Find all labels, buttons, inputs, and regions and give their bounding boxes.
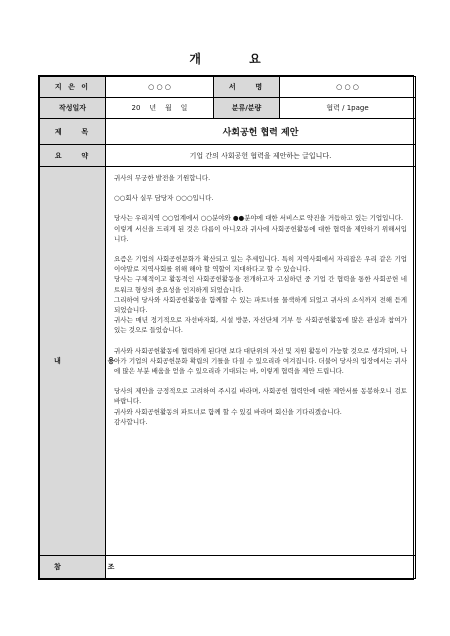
subject-label: 제 목	[40, 119, 106, 145]
summary-label: 요 약	[40, 145, 106, 167]
content-paragraph: 당사의 제안을 긍정적으로 고려하여 주시길 바라며, 사회공헌 협력안에 대한 제안서를 동봉하오니 검토 바랍니다. 귀사와 사회공헌활동의 파트너로 함께 할 수 있길 바라며 회신을 기다리겠습니다. 감사합니다.	[114, 387, 407, 426]
reference-label: 참 조	[40, 556, 106, 579]
signature-value[interactable]: ○ ○ ○	[280, 77, 416, 98]
content-label: 내 용	[40, 167, 106, 556]
reference-value[interactable]	[106, 556, 416, 579]
summary-value[interactable]: 기업 간의 사회공헌 협력을 제안하는 글입니다.	[106, 145, 416, 167]
reference-row	[40, 556, 416, 579]
content-row	[40, 167, 416, 556]
summary-row	[40, 145, 416, 167]
content-body[interactable]	[106, 167, 416, 556]
category-value[interactable]: 협력 / 1page	[280, 98, 416, 119]
content-paragraph: 요즘은 기업의 사회공헌문화가 확산되고 있는 추세입니다. 특히 지역사회에서 자리잡은 우리 같은 기업이야말로 지역사회를 위해 해야 할 역할이 지대하다고 할 수 있습니다. 당사는 구체적이고 활동적인 사회공헌활동을 전개하고자 고심하던 중 기업 간 협력을 통한 사회공헌 네트워크 형성의 중요성을 인지하게 되었습니다. 그리하여 당사와 사회공헌활동을 함께할 수 있는 파트너를 물색하게 되었고 귀사의 소식까지 전해 듣게 되었습니다. 귀사는 매년 정기적으로 자선바자회, 시설 방문, 자선단체 기부 등 사회공헌활동에 많은 관심과 참여가 있는 것으로 들었습니다.	[114, 255, 407, 335]
content-paragraph: 귀사의 무궁한 발전을 기원합니다.	[114, 174, 211, 182]
signature-label: 서 명	[214, 77, 280, 98]
date-value[interactable]: 20 년 월 일	[106, 98, 214, 119]
content-paragraph: 귀사와 사회공헌활동에 협력하게 된다면 보다 대단위의 자선 및 지원 활동이 가능할 것으로 생각되며, 나아가 기업의 사회공헌문화 확립의 기틀을 다질 수 있으리라 여겨집니다. 더불어 당사의 입장에서는 귀사에 많은 부분 배움을 얻을 수 있으리라 기대되는 바, 이렇게 협력을 제안 드립니다.	[114, 346, 407, 376]
content-paragraph: 당사는 우리지역 ○○업계에서 ○○분야와 ●●분야에 대한 서비스로 약진을 거듭하고 있는 기업입니다. 이렇게 서신을 드리게 된 것은 다름이 아니오라 귀사에 사회공헌활동에 대한 협력을 제안하기 위해서입니다.	[114, 214, 407, 243]
content-paragraph: ○○회사 실무 담당자 ○○○입니다.	[114, 194, 214, 203]
date-row	[40, 98, 416, 119]
subject-row	[40, 119, 416, 145]
subject-value[interactable]: 사회공헌 협력 제안	[106, 119, 416, 145]
document-title: 개 요	[189, 52, 283, 66]
category-label: 분류/분량	[214, 98, 280, 119]
writer-label: 지 은 이	[40, 77, 106, 98]
overview-table	[39, 76, 416, 579]
overview-form	[38, 75, 414, 580]
writer-row	[40, 77, 416, 98]
writer-value[interactable]: ○ ○ ○	[106, 77, 214, 98]
date-label: 작성일자	[40, 98, 106, 119]
